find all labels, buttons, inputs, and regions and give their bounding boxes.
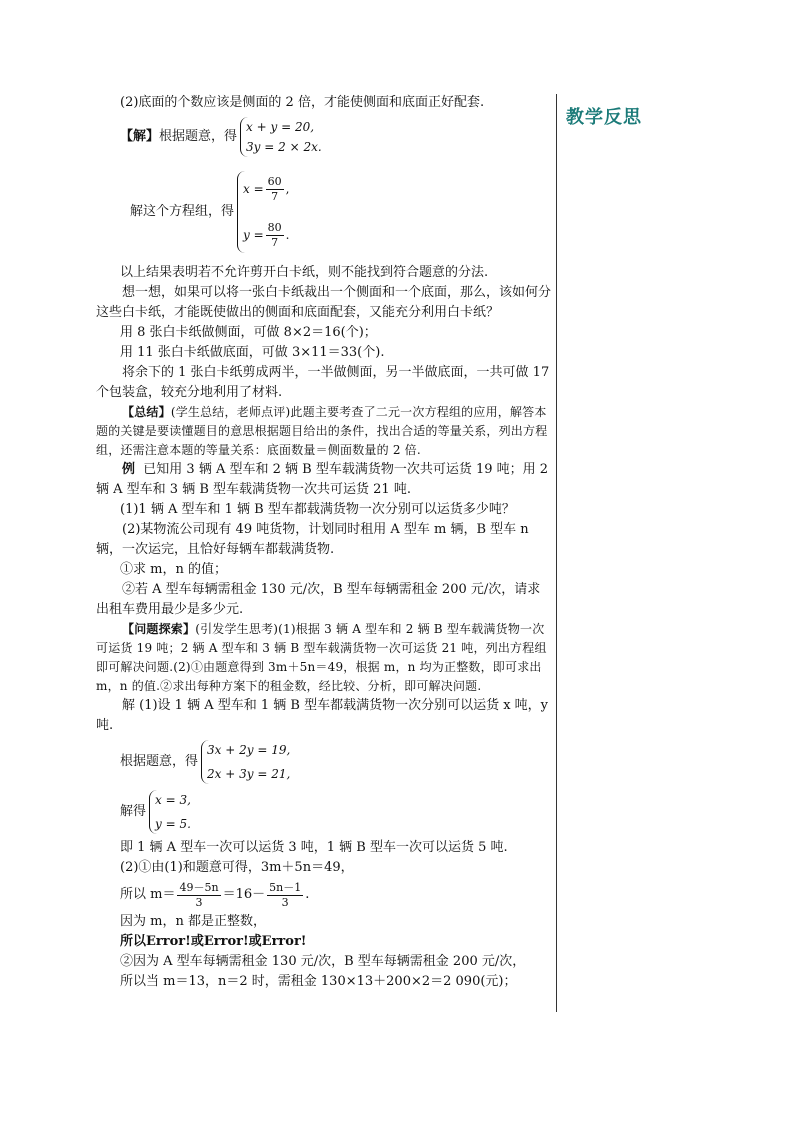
equation-end: . xyxy=(305,887,310,902)
fraction xyxy=(177,881,220,910)
explore-label: 【问题探索】 xyxy=(122,622,196,636)
solution-step-9: ②因为 A 型车每辆需租金 130 元/次，B 型车每辆需租金 200 元/次， xyxy=(120,954,526,969)
solution-label: 【解】 xyxy=(120,129,160,144)
summary-block xyxy=(96,403,551,460)
equation-prefix: 所以 m＝ xyxy=(120,887,176,902)
fraction-denominator: 7 xyxy=(271,189,279,203)
equation-line: x + y = 20, xyxy=(246,120,315,134)
fraction-denominator: 3 xyxy=(281,895,289,909)
paragraph-sides: 用 8 张白卡纸做侧面，可做 8×2＝16(个)； xyxy=(120,325,377,340)
equation-prefix: y = xyxy=(243,228,264,242)
question-1: (1)1 辆 A 型车和 1 辆 B 型车都载满货物一次分别可以运货多少吨？ xyxy=(120,502,515,517)
solve-intro: 解这个方程组，得 xyxy=(130,204,235,219)
equation-prefix: x = xyxy=(243,182,264,196)
paragraph-think: 想一想，如果可以将一张白卡纸裁出一个侧面和一个底面，那么，该如何分这些白卡纸，才能既使做出的侧面和底面配套，又能充分利用白卡纸？ xyxy=(96,285,552,320)
column-divider xyxy=(556,94,557,1012)
paragraph-remainder: 将余下的 1 张白卡纸剪成两半，一半做侧面，另一半做底面，一共可做 17 个包装盒，较充分地利用了材料. xyxy=(96,365,550,400)
solution-intro: 解得 xyxy=(120,804,147,819)
fraction-denominator: 7 xyxy=(271,235,279,249)
solution-step-1: 解 (1)设 1 辆 A 型车和 1 辆 B 型车都载满货物一次分别可以运货 x 吨，y 吨. xyxy=(96,698,549,733)
question-2: (2)某物流公司现有 49 吨货物，计划同时租用 A 型车 m 辆，B 型车 n 辆，一次运完，且恰好每辆车都载满货物. xyxy=(96,522,529,557)
equation-line: y = $\frac{80}{7}$ . xyxy=(243,220,290,249)
summary-text: (学生总结，老师点评)此题主要考查了二元一次方程组的应用，解答本题的关键是要读懂题目的意思根据题目给出的条件，找出合适的等量关系，列出方程组，还需注意本题的等量关系：底面数量＝侧面数量的 2 倍. xyxy=(96,405,548,457)
solution-system-2 xyxy=(96,171,551,253)
fraction xyxy=(266,175,284,204)
equation-line: x = $\frac{60}{7}$ , xyxy=(243,174,290,203)
paragraph-bottoms: 用 11 张白卡纸做底面，可做 3×11＝33(个). xyxy=(120,345,385,360)
equation-system-brace xyxy=(149,790,191,834)
solution-system-3 xyxy=(96,740,551,784)
fraction xyxy=(266,221,284,250)
solution-step-8: 所以Error!或Error!或Error! xyxy=(120,934,307,949)
fraction-numerator: 60 xyxy=(267,174,282,188)
question-2b: ②若 A 型车每辆需租金 130 元/次，B 型车每辆需租金 200 元/次，请求出租车费用最少是多少元. xyxy=(96,582,541,617)
fraction-numerator: 80 xyxy=(267,220,282,234)
solution-intro: 根据题意，得 xyxy=(159,129,238,144)
question-2a: ①求 m，n 的值； xyxy=(120,562,227,577)
equation-line: y = 5. xyxy=(155,817,191,831)
explore-block xyxy=(96,620,551,696)
equation-system-brace xyxy=(237,171,289,253)
equation-middle: ＝16－ xyxy=(222,887,266,902)
summary-label: 【总结】 xyxy=(122,405,171,419)
fraction-denominator: 3 xyxy=(195,895,203,909)
solution-system-4 xyxy=(96,790,551,834)
equation-system-brace xyxy=(201,740,290,784)
fraction-numerator: 5n－1 xyxy=(269,880,302,894)
paragraph-result: 以上结果表明若不允许剪开白卡纸，则不能找到符合题意的分法. xyxy=(120,265,489,280)
example-label: 例 xyxy=(122,462,136,477)
fraction xyxy=(267,881,303,910)
solution-step-6 xyxy=(96,878,551,912)
equation-line: 2x + 3y = 21, xyxy=(207,767,291,781)
example-text: 已知用 3 辆 A 型车和 2 辆 B 型车载满货物一次共可运货 19 吨；用 2 辆 A 型车和 3 辆 B 型车载满货物一次共可运货 21 吨. xyxy=(96,462,549,497)
equation-line: x = 3, xyxy=(155,793,191,807)
solution-intro: 根据题意，得 xyxy=(120,754,199,769)
solution-step-5: (2)①由(1)和题意可得，3m＋5n＝49， xyxy=(120,860,354,875)
solution-step-10: 所以当 m＝13，n＝2 时，需租金 130×13＋200×2＝2 090(元)； xyxy=(120,974,517,989)
paragraph-bottom-ratio: (2)底面的个数应该是侧面的 2 倍，才能使侧面和底面正好配套. xyxy=(120,95,485,110)
solution-step-7: 因为 m，n 都是正整数， xyxy=(120,914,266,929)
fraction-numerator: 49－5n xyxy=(179,880,219,894)
reflection-heading: 教学反思 xyxy=(566,107,642,128)
equation-line: 3y = 2 × 2x. xyxy=(246,140,322,154)
solution-step-4: 即 1 辆 A 型车一次可以运货 3 吨，1 辆 B 型车一次可以运货 5 吨. xyxy=(120,840,508,855)
example-block xyxy=(96,460,551,500)
equation-line: 3x + 2y = 19, xyxy=(207,743,291,757)
explore-text: (引发学生思考)(1)根据 3 辆 A 型车和 2 辆 B 型车载满货物一次可运货 19 吨；2 辆 A 型车和 3 辆 B 型车载满货物一次可运货 21 吨，列出方程组即可解决问题.(2)①由题意得到 3m＋5n＝49，根据 m，n 均为正整数，即可求出 m，n 的值.②求出每种方案下的租金数，经比较、分析，即可解决问题. xyxy=(96,622,547,693)
main-column xyxy=(96,93,551,992)
solution-system-1 xyxy=(96,117,551,157)
equation-system-brace xyxy=(240,117,322,157)
